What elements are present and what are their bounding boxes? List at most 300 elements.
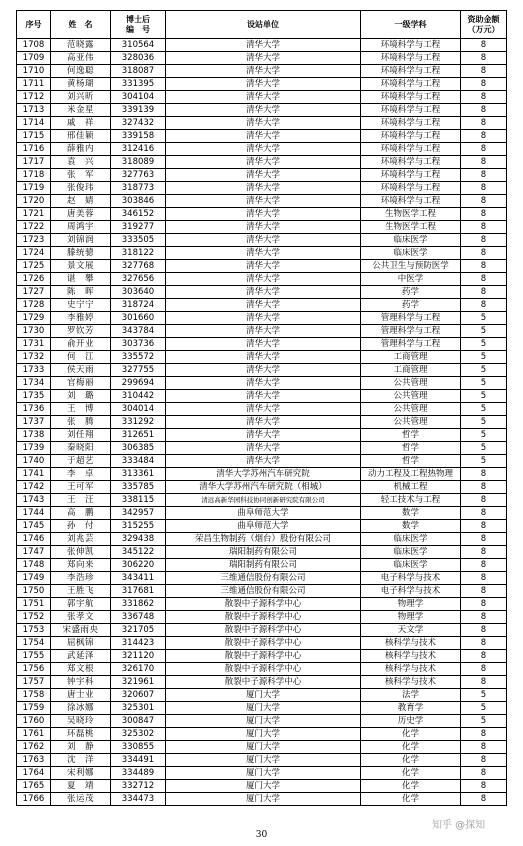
cell-name: 张运茂 [51, 793, 111, 806]
document-page [16, 10, 506, 806]
cell-subject: 生物医学工程 [361, 208, 461, 221]
cell-subject: 药学 [361, 299, 461, 312]
cell-seq: 1744 [17, 507, 51, 520]
cell-amount: 8 [461, 481, 507, 494]
cell-seq: 1717 [17, 156, 51, 169]
cell-seq: 1736 [17, 403, 51, 416]
cell-amount: 8 [461, 182, 507, 195]
table-row [17, 247, 507, 260]
cell-seq: 1765 [17, 780, 51, 793]
cell-unit: 清华大学 [166, 91, 361, 104]
cell-seq: 1732 [17, 351, 51, 364]
cell-unit: 厦门大学 [166, 780, 361, 793]
cell-unit: 清华大学 [166, 325, 361, 338]
cell-seq: 1754 [17, 637, 51, 650]
cell-subject: 工商管理 [361, 351, 461, 364]
cell-unit: 荣昌生物制药（烟台）股份有限公司 [166, 533, 361, 546]
cell-id: 330855 [111, 741, 166, 754]
cell-seq: 1725 [17, 260, 51, 273]
cell-unit: 散裂中子源科学中心 [166, 650, 361, 663]
cell-seq: 1753 [17, 624, 51, 637]
cell-unit: 清华大学 [166, 39, 361, 52]
cell-subject: 历史学 [361, 715, 461, 728]
cell-name: 何 江 [51, 351, 111, 364]
cell-seq: 1711 [17, 78, 51, 91]
cell-amount: 8 [461, 234, 507, 247]
table-row [17, 234, 507, 247]
cell-subject: 哲学 [361, 429, 461, 442]
cell-amount: 5 [461, 403, 507, 416]
header-id [111, 11, 166, 39]
cell-id: 331292 [111, 416, 166, 429]
cell-subject: 临床医学 [361, 559, 461, 572]
cell-name: 唐士业 [51, 689, 111, 702]
cell-subject: 管理科学与工程 [361, 325, 461, 338]
cell-amount: 8 [461, 208, 507, 221]
table-row [17, 260, 507, 273]
cell-subject: 生物医学工程 [361, 221, 461, 234]
cell-seq: 1715 [17, 130, 51, 143]
cell-amount: 5 [461, 442, 507, 455]
cell-subject: 核科学与技术 [361, 637, 461, 650]
cell-name: 于超艺 [51, 455, 111, 468]
cell-unit: 清华大学 [166, 429, 361, 442]
cell-unit: 清华大学 [166, 104, 361, 117]
cell-name: 王胜飞 [51, 585, 111, 598]
cell-name: 屈枫锦 [51, 637, 111, 650]
cell-amount: 8 [461, 91, 507, 104]
header-amount [461, 11, 507, 39]
cell-subject: 环境科学与工程 [361, 39, 461, 52]
cell-id: 318724 [111, 299, 166, 312]
cell-subject: 动力工程及工程热物理 [361, 468, 461, 481]
cell-amount: 8 [461, 533, 507, 546]
cell-unit: 散裂中子源科学中心 [166, 598, 361, 611]
cell-amount: 8 [461, 117, 507, 130]
header-amount-line1: 资助金额 [467, 14, 500, 24]
cell-unit: 清华大学 [166, 65, 361, 78]
table-row [17, 689, 507, 702]
cell-name: 邢佳颖 [51, 130, 111, 143]
cell-subject: 天文学 [361, 624, 461, 637]
cell-subject: 化学 [361, 780, 461, 793]
cell-id: 334473 [111, 793, 166, 806]
cell-name: 唐美蓉 [51, 208, 111, 221]
table-row [17, 481, 507, 494]
cell-id: 335785 [111, 481, 166, 494]
cell-subject: 公共管理 [361, 416, 461, 429]
cell-id: 331395 [111, 78, 166, 91]
cell-id: 327763 [111, 169, 166, 182]
cell-id: 342957 [111, 507, 166, 520]
cell-seq: 1731 [17, 338, 51, 351]
cell-name: 徐冰娜 [51, 702, 111, 715]
cell-unit: 清华大学 [166, 442, 361, 455]
cell-id: 321705 [111, 624, 166, 637]
cell-subject: 轻工技术与工程 [361, 494, 461, 507]
cell-id: 318122 [111, 247, 166, 260]
cell-amount: 8 [461, 78, 507, 91]
cell-id: 318087 [111, 65, 166, 78]
cell-name: 夏 靖 [51, 780, 111, 793]
cell-name: 宋盛雨央 [51, 624, 111, 637]
cell-amount: 8 [461, 520, 507, 533]
cell-unit: 厦门大学 [166, 689, 361, 702]
cell-amount: 8 [461, 52, 507, 65]
cell-seq: 1739 [17, 442, 51, 455]
cell-unit: 清华大学 [166, 234, 361, 247]
table-header [17, 11, 507, 39]
cell-unit: 清华大学 [166, 117, 361, 130]
cell-amount: 5 [461, 338, 507, 351]
table-row [17, 117, 507, 130]
cell-amount: 8 [461, 546, 507, 559]
cell-id: 306220 [111, 559, 166, 572]
cell-amount: 5 [461, 351, 507, 364]
cell-unit: 厦门大学 [166, 793, 361, 806]
cell-amount: 8 [461, 559, 507, 572]
cell-id: 303736 [111, 338, 166, 351]
funding-table [16, 10, 507, 806]
cell-unit: 清华大学 [166, 364, 361, 377]
table-row [17, 520, 507, 533]
cell-subject: 化学 [361, 754, 461, 767]
cell-name: 张孝文 [51, 611, 111, 624]
cell-subject: 临床医学 [361, 234, 461, 247]
cell-name: 赵 婧 [51, 195, 111, 208]
cell-id: 313361 [111, 468, 166, 481]
cell-id: 334489 [111, 767, 166, 780]
table-row [17, 104, 507, 117]
cell-id: 321961 [111, 676, 166, 689]
cell-id: 343784 [111, 325, 166, 338]
cell-unit: 清华大学 [166, 182, 361, 195]
cell-seq: 1714 [17, 117, 51, 130]
cell-unit: 清华大学 [166, 416, 361, 429]
cell-unit: 清华大学 [166, 286, 361, 299]
header-id-line1: 博士后 [126, 14, 150, 24]
cell-unit: 清华大学 [166, 195, 361, 208]
cell-seq: 1747 [17, 546, 51, 559]
cell-amount: 8 [461, 793, 507, 806]
cell-amount: 8 [461, 169, 507, 182]
cell-amount: 8 [461, 650, 507, 663]
cell-subject: 化学 [361, 793, 461, 806]
header-subject: 一级学科 [361, 11, 461, 39]
cell-amount: 5 [461, 377, 507, 390]
cell-name: 侯天雨 [51, 364, 111, 377]
table-row [17, 377, 507, 390]
cell-seq: 1749 [17, 572, 51, 585]
cell-seq: 1758 [17, 689, 51, 702]
cell-subject: 环境科学与工程 [361, 182, 461, 195]
cell-id: 304104 [111, 91, 166, 104]
table-row [17, 156, 507, 169]
cell-seq: 1733 [17, 364, 51, 377]
cell-subject: 管理科学与工程 [361, 338, 461, 351]
cell-name: 米金星 [51, 104, 111, 117]
table-row [17, 299, 507, 312]
cell-unit: 清华大学 [166, 338, 361, 351]
cell-amount: 5 [461, 325, 507, 338]
cell-amount: 8 [461, 39, 507, 52]
cell-amount: 5 [461, 312, 507, 325]
table-row [17, 221, 507, 234]
table-row [17, 793, 507, 806]
cell-name: 周鸿宇 [51, 221, 111, 234]
cell-id: 345122 [111, 546, 166, 559]
cell-unit: 清华大学 [166, 208, 361, 221]
table-row [17, 78, 507, 91]
header-seq: 序号 [17, 11, 51, 39]
cell-name: 刘 璐 [51, 390, 111, 403]
cell-unit: 清华大学 [166, 403, 361, 416]
cell-id: 314423 [111, 637, 166, 650]
cell-unit: 清华大学苏州汽车研究院（相城） [166, 481, 361, 494]
header-name: 姓 名 [51, 11, 111, 39]
cell-name: 李 卓 [51, 468, 111, 481]
cell-unit: 厦门大学 [166, 741, 361, 754]
table-row [17, 325, 507, 338]
cell-name: 景文展 [51, 260, 111, 273]
cell-seq: 1708 [17, 39, 51, 52]
table-body [17, 39, 507, 806]
cell-seq: 1751 [17, 598, 51, 611]
header-unit: 设站单位 [166, 11, 361, 39]
table-row [17, 533, 507, 546]
cell-name: 秦晓阳 [51, 442, 111, 455]
cell-id: 315255 [111, 520, 166, 533]
cell-name: 刘兴昕 [51, 91, 111, 104]
cell-name: 吴晓玲 [51, 715, 111, 728]
cell-unit: 瑞阳制药有限公司 [166, 546, 361, 559]
cell-unit: 清华大学 [166, 143, 361, 156]
cell-name: 谌 攀 [51, 273, 111, 286]
cell-seq: 1713 [17, 104, 51, 117]
table-row [17, 429, 507, 442]
table-row [17, 702, 507, 715]
cell-seq: 1740 [17, 455, 51, 468]
cell-unit: 曲阜师范大学 [166, 507, 361, 520]
cell-id: 312416 [111, 143, 166, 156]
table-row [17, 91, 507, 104]
table-row [17, 403, 507, 416]
header-amount-line2: （万元） [467, 24, 500, 34]
cell-amount: 8 [461, 598, 507, 611]
cell-amount: 8 [461, 780, 507, 793]
cell-amount: 5 [461, 364, 507, 377]
cell-id: 338115 [111, 494, 166, 507]
table-row [17, 728, 507, 741]
cell-amount: 8 [461, 741, 507, 754]
watermark-text: 知乎 @探知 [432, 820, 486, 831]
cell-subject: 化学 [361, 741, 461, 754]
cell-id: 327755 [111, 364, 166, 377]
cell-amount: 5 [461, 702, 507, 715]
cell-amount: 8 [461, 754, 507, 767]
cell-seq: 1750 [17, 585, 51, 598]
page-number: 30 [255, 830, 268, 840]
cell-subject: 药学 [361, 286, 461, 299]
cell-seq: 1759 [17, 702, 51, 715]
cell-unit: 清华大学 [166, 156, 361, 169]
cell-unit: 三维通信股份有限公司 [166, 572, 361, 585]
cell-seq: 1762 [17, 741, 51, 754]
table-row [17, 143, 507, 156]
cell-name: 戚 祥 [51, 117, 111, 130]
cell-id: 328036 [111, 52, 166, 65]
cell-amount: 8 [461, 468, 507, 481]
cell-unit: 清华大学 [166, 169, 361, 182]
cell-seq: 1741 [17, 468, 51, 481]
table-row [17, 780, 507, 793]
cell-seq: 1712 [17, 91, 51, 104]
cell-id: 304014 [111, 403, 166, 416]
cell-amount: 5 [461, 715, 507, 728]
cell-amount: 8 [461, 195, 507, 208]
cell-seq: 1746 [17, 533, 51, 546]
cell-unit: 厦门大学 [166, 702, 361, 715]
cell-seq: 1728 [17, 299, 51, 312]
cell-name: 钟宇科 [51, 676, 111, 689]
cell-id: 317681 [111, 585, 166, 598]
cell-id: 339158 [111, 130, 166, 143]
cell-id: 320607 [111, 689, 166, 702]
cell-subject: 公共管理 [361, 377, 461, 390]
cell-amount: 8 [461, 767, 507, 780]
table-row [17, 273, 507, 286]
table-row [17, 494, 507, 507]
cell-subject: 核科学与技术 [361, 676, 461, 689]
cell-name: 王 汪 [51, 494, 111, 507]
cell-seq: 1743 [17, 494, 51, 507]
cell-name: 张 腾 [51, 416, 111, 429]
cell-name: 张俊玮 [51, 182, 111, 195]
cell-name: 袁 兴 [51, 156, 111, 169]
cell-amount: 8 [461, 572, 507, 585]
cell-seq: 1719 [17, 182, 51, 195]
cell-seq: 1748 [17, 559, 51, 572]
cell-name: 黄杨瑚 [51, 78, 111, 91]
cell-amount: 8 [461, 286, 507, 299]
cell-unit: 散裂中子源科学中心 [166, 624, 361, 637]
cell-subject: 环境科学与工程 [361, 78, 461, 91]
table-row [17, 312, 507, 325]
cell-amount: 8 [461, 611, 507, 624]
cell-id: 318773 [111, 182, 166, 195]
cell-subject: 公共管理 [361, 390, 461, 403]
cell-subject: 公共卫生与预防医学 [361, 260, 461, 273]
cell-subject: 工商管理 [361, 364, 461, 377]
cell-subject: 哲学 [361, 455, 461, 468]
cell-unit: 清华大学 [166, 260, 361, 273]
cell-unit: 厦门大学 [166, 715, 361, 728]
cell-subject: 电子科学与技术 [361, 585, 461, 598]
cell-unit: 清远高新华园科技协同创新研究院有限公司 [166, 494, 361, 507]
cell-name: 张 军 [51, 169, 111, 182]
cell-id: 303846 [111, 195, 166, 208]
cell-subject: 环境科学与工程 [361, 195, 461, 208]
cell-amount: 5 [461, 416, 507, 429]
cell-seq: 1716 [17, 143, 51, 156]
cell-seq: 1757 [17, 676, 51, 689]
cell-name: 刘兆芸 [51, 533, 111, 546]
table-row [17, 715, 507, 728]
cell-subject: 核科学与技术 [361, 663, 461, 676]
cell-id: 310442 [111, 390, 166, 403]
cell-unit: 清华大学 [166, 455, 361, 468]
cell-name: 范晓露 [51, 39, 111, 52]
cell-subject: 数学 [361, 507, 461, 520]
cell-seq: 1727 [17, 286, 51, 299]
table-row [17, 455, 507, 468]
cell-amount: 8 [461, 65, 507, 78]
cell-seq: 1730 [17, 325, 51, 338]
cell-name: 罗钦芳 [51, 325, 111, 338]
cell-id: 332712 [111, 780, 166, 793]
cell-id: 318089 [111, 156, 166, 169]
cell-subject: 环境科学与工程 [361, 52, 461, 65]
table-row [17, 468, 507, 481]
table-row [17, 598, 507, 611]
cell-name: 孙 付 [51, 520, 111, 533]
cell-seq: 1742 [17, 481, 51, 494]
cell-unit: 散裂中子源科学中心 [166, 611, 361, 624]
cell-name: 张伸凯 [51, 546, 111, 559]
cell-seq: 1737 [17, 416, 51, 429]
cell-subject: 物理学 [361, 598, 461, 611]
table-row [17, 195, 507, 208]
cell-seq: 1738 [17, 429, 51, 442]
cell-subject: 环境科学与工程 [361, 104, 461, 117]
table-row [17, 390, 507, 403]
cell-id: 343411 [111, 572, 166, 585]
cell-amount: 8 [461, 273, 507, 286]
cell-name: 高亚伟 [51, 52, 111, 65]
cell-subject: 机械工程 [361, 481, 461, 494]
cell-amount: 8 [461, 728, 507, 741]
cell-id: 310564 [111, 39, 166, 52]
cell-amount: 8 [461, 143, 507, 156]
cell-seq: 1721 [17, 208, 51, 221]
cell-subject: 环境科学与工程 [361, 117, 461, 130]
cell-seq: 1729 [17, 312, 51, 325]
cell-name: 何逸聪 [51, 65, 111, 78]
cell-subject: 环境科学与工程 [361, 91, 461, 104]
cell-id: 301660 [111, 312, 166, 325]
cell-amount: 8 [461, 585, 507, 598]
table-row [17, 624, 507, 637]
cell-amount: 5 [461, 429, 507, 442]
cell-name: 郑文根 [51, 663, 111, 676]
cell-id: 325302 [111, 728, 166, 741]
cell-seq: 1745 [17, 520, 51, 533]
cell-amount: 8 [461, 637, 507, 650]
cell-seq: 1722 [17, 221, 51, 234]
cell-id: 306385 [111, 442, 166, 455]
table-row [17, 442, 507, 455]
cell-unit: 清华大学 [166, 52, 361, 65]
cell-id: 321120 [111, 650, 166, 663]
cell-amount: 8 [461, 507, 507, 520]
cell-unit: 清华大学 [166, 221, 361, 234]
cell-seq: 1734 [17, 377, 51, 390]
cell-seq: 1720 [17, 195, 51, 208]
cell-name: 刘锦润 [51, 234, 111, 247]
cell-id: 329438 [111, 533, 166, 546]
cell-amount: 5 [461, 390, 507, 403]
cell-seq: 1761 [17, 728, 51, 741]
